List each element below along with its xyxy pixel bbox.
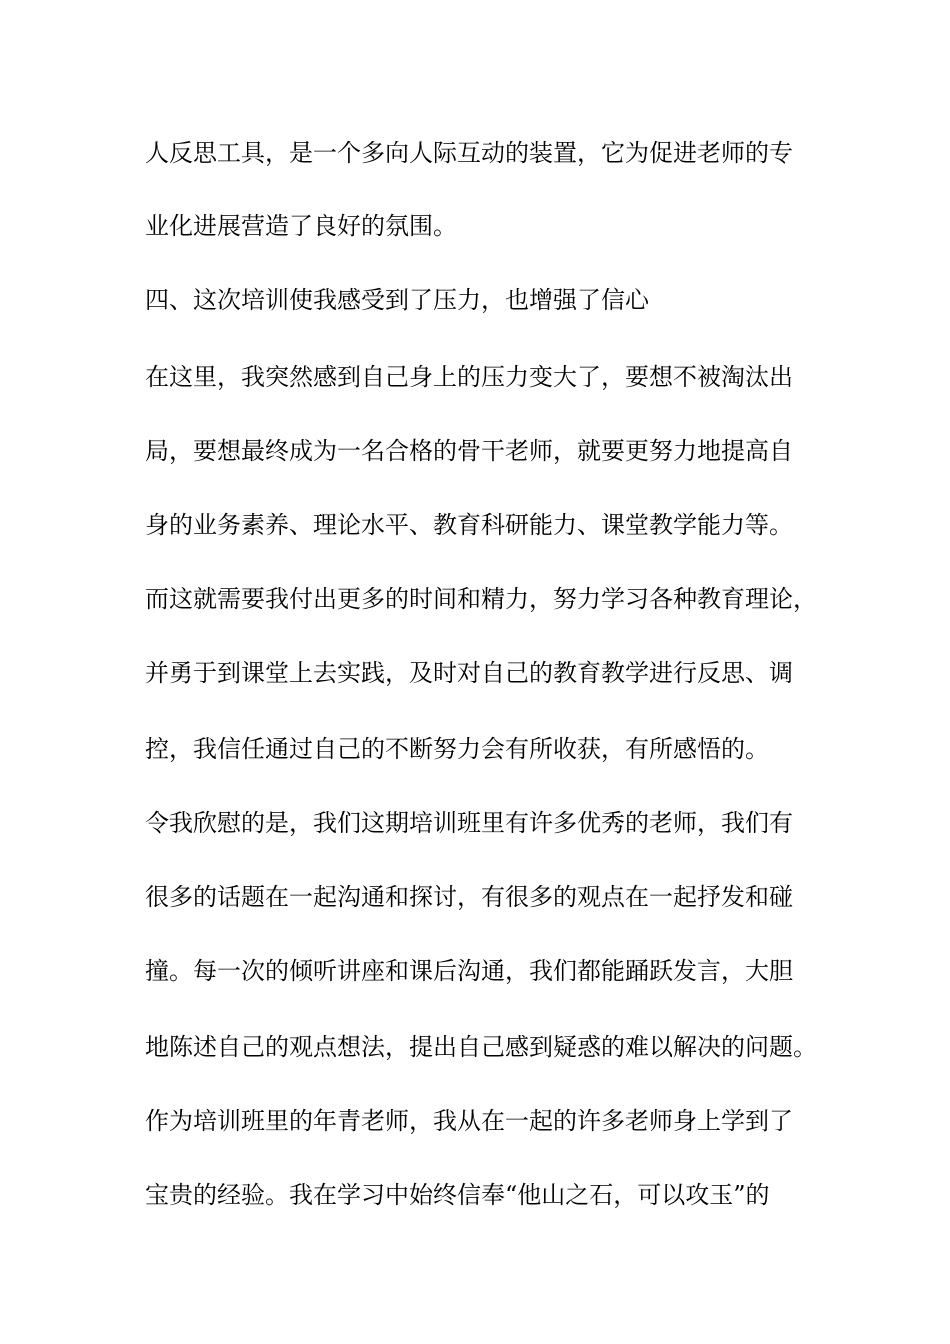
text-line: 在这里，我突然感到自己身上的压力变大了，要想不被淘汰出 [145,363,793,391]
text-line: 人反思工具，是一个多向人际互动的装置，它为促进老师的专 [145,139,793,167]
text-line: 身的业务素养、理论水平、教育科研能力、课堂教学能力等。 [145,511,793,539]
text-line: 而这就需要我付出更多的时间和精力，努力学习各种教育理论， [145,585,817,613]
text-line: 令我欣慰的是，我们这期培训班里有许多优秀的老师，我们有 [145,809,793,837]
text-line: 控，我信任通过自己的不断努力会有所收获，有所感悟的。 [145,735,769,763]
text-line: 撞。每一次的倾听讲座和课后沟通，我们都能踊跃发言，大胆 [145,957,793,985]
text-line: 地陈述自己的观点想法，提出自己感到疑惑的难以解决的问题。 [145,1033,817,1061]
text-line: 作为培训班里的年青老师，我从在一起的许多老师身上学到了 [145,1107,793,1135]
section-heading: 四、这次培训使我感受到了压力，也增强了信心 [145,286,649,314]
text-line: 并勇于到课堂上去实践，及时对自己的教育教学进行反思、调 [145,659,793,687]
text-line: 业化进展营造了良好的氛围。 [145,212,457,240]
text-line: 很多的话题在一起沟通和探讨，有很多的观点在一起抒发和碰 [145,883,793,911]
text-line: 局，要想最终成为一名合格的骨干老师，就要更努力地提高自 [145,437,793,465]
text-line: 宝贵的经验。我在学习中始终信奉“他山之石，可以攻玉”的 [145,1181,770,1209]
